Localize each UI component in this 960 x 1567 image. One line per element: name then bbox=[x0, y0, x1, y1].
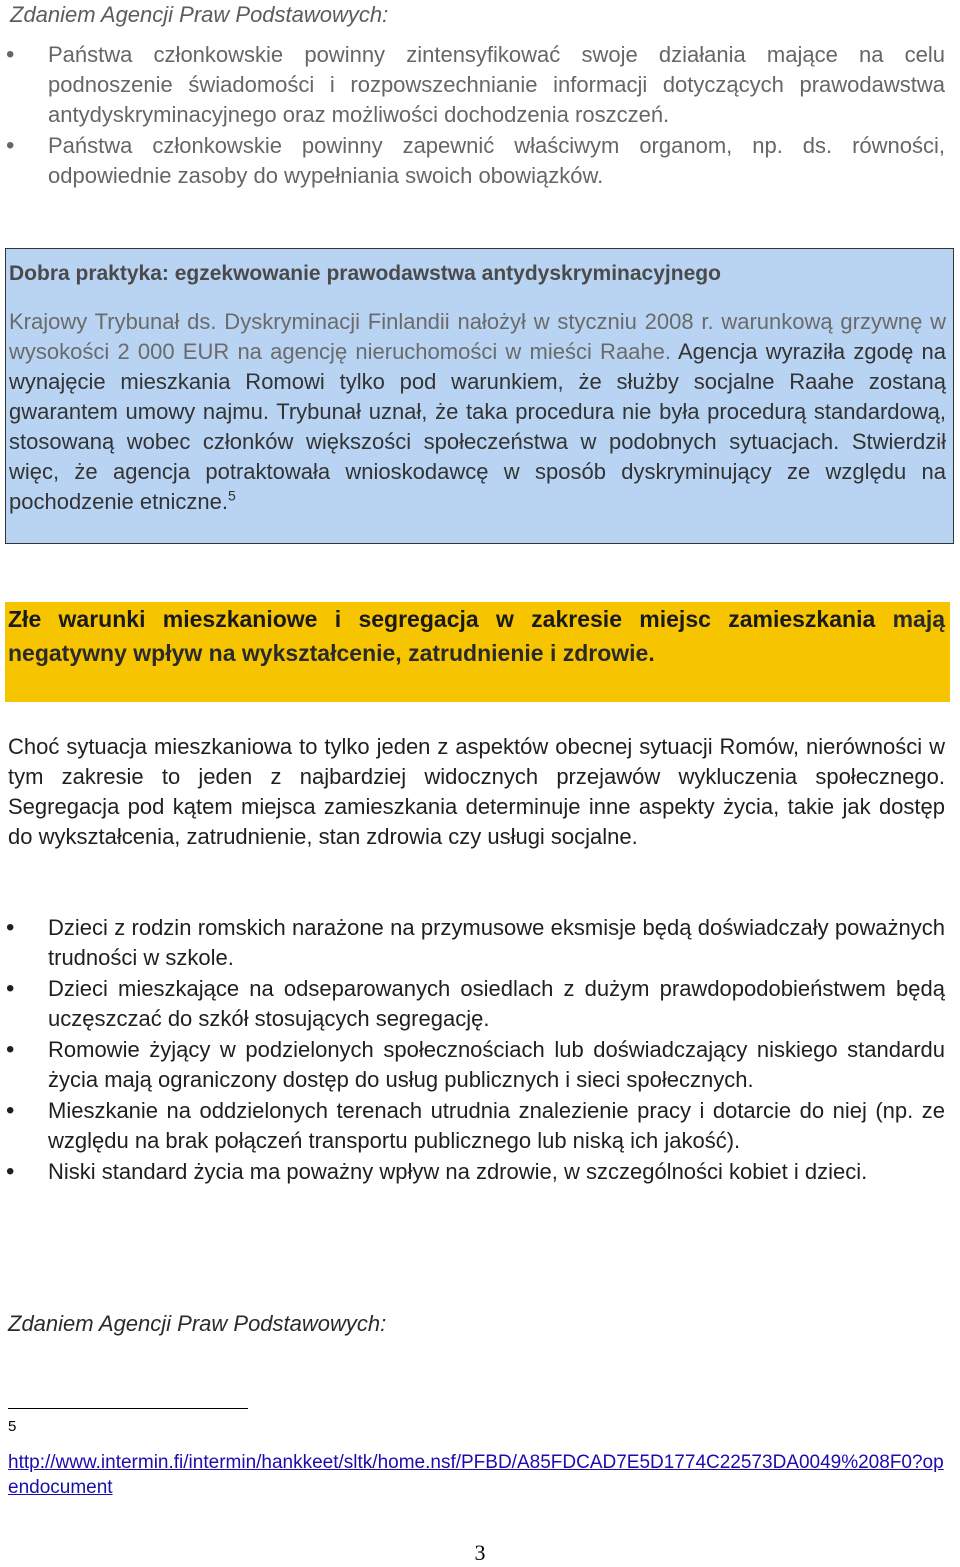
good-practice-box bbox=[5, 248, 954, 544]
paragraph-sentence: Segregacja pod kątem miejsca zamieszkania determinuje inne aspekty życia, takie jak dostęp do wykształcenia, zatrudnienie, stan zdrowia czy usługi socjalne. bbox=[8, 794, 945, 849]
practice-sentence: Trybunał uznał, że taka procedura nie była procedurą standardową, stosowaną wobec członków większości społeczeństwa w podobnych sytuacjach. bbox=[9, 399, 946, 454]
list-item: • Mieszkanie na oddzielonych terenach utrudnia znalezienie pracy i dotarcie do niej (np. ze względu na brak połączeń transportu publicznego lub niską ich jakość). bbox=[0, 1096, 945, 1156]
recommendations-list-top bbox=[0, 40, 945, 192]
footnote-divider bbox=[8, 1408, 248, 1409]
footnote-number: 5 bbox=[8, 1418, 17, 1435]
highlight-box bbox=[5, 602, 950, 702]
list-item: • Dzieci z rodzin romskich narażone na przymusowe eksmisje będą doświadczały poważnych trudności w szkole. bbox=[0, 913, 945, 973]
page-number: 3 bbox=[474, 1540, 486, 1565]
practice-sentence: Stwierdził więc, że agencja potraktowała wnioskodawcę w sposób dyskryminujący ze względu na pochodzenie etniczne. bbox=[9, 429, 946, 514]
intro-italic-heading: Zdaniem Agencji Praw Podstawowych: bbox=[10, 2, 389, 27]
list-item: • Romowie żyjący w podzielonych społecznościach lub doświadczający niskiego standardu życia mają ograniczony dostęp do usług publicznych i sieci społecznych. bbox=[0, 1035, 945, 1095]
good-practice-body bbox=[9, 307, 946, 517]
body-paragraph bbox=[8, 732, 945, 852]
paragraph-sentence: Choć sytuacja mieszkaniowa to tylko jeden z aspektów obecnej sytuacji Romów, nierówności w tym zakresie to jeden z najbardziej widocznych przejawów wykluczenia społecznego. bbox=[8, 734, 945, 789]
list-item: • Państwa członkowskie powinny zapewnić właściwym organom, np. ds. równości, odpowiednie zasoby do wypełniania swoich obowiązków. bbox=[0, 131, 945, 191]
list-item: • Niski standard życia ma poważny wpływ na zdrowie, w szczególności kobiet i dzieci. bbox=[0, 1157, 945, 1187]
highlight-line: mają negatywny wpływ na wykształcenie, zatrudnienie i zdrowie. bbox=[8, 606, 946, 666]
list-item: • Państwa członkowskie powinny zintensyfikować swoje działania mające na celu podnoszenie świadomości i rozpowszechnianie informacji dotyczących prawodawstwa antydyskryminacyjnego oraz możliwości dochodzenia roszczeń. bbox=[0, 40, 945, 130]
practice-sentence: Agencja wyraziła zgodę na wynajęcie mieszkania Romowi tylko pod warunkiem, że służby socjalne Raahe zostaną gwarantem umowy najmu. bbox=[9, 339, 946, 424]
footnote-link[interactable]: http://www.intermin.fi/intermin/hankkeet/sltk/home.nsf/PFBD/A85FDCAD7E5D1774C22573DA0049%208F0?opendocument bbox=[8, 1452, 944, 1498]
list-item: • Dzieci mieszkające na odseparowanych osiedlach z dużym prawdopodobieństwem będą uczęszczać do szkół stosujących segregację. bbox=[0, 974, 945, 1034]
highlight-heading bbox=[8, 602, 945, 670]
consequences-list bbox=[0, 913, 945, 1188]
highlight-line: Złe warunki mieszkaniowe i segregacja w zakresie miejsc zamieszkania bbox=[8, 606, 876, 632]
good-practice-heading: Dobra praktyka: egzekwowanie prawodawstwa antydyskryminacyjnego bbox=[9, 262, 721, 285]
practice-sentence: Krajowy Trybunał ds. Dyskryminacji Finlandii nałożył w styczniu 2008 r. warunkową grzywnę w wysokości 2 000 EUR na agencję nieruchomości w mieści Raahe. bbox=[9, 309, 946, 364]
outro-italic-heading: Zdaniem Agencji Praw Podstawowych: bbox=[8, 1311, 387, 1336]
footnote-reference[interactable]: 5 bbox=[227, 487, 236, 504]
